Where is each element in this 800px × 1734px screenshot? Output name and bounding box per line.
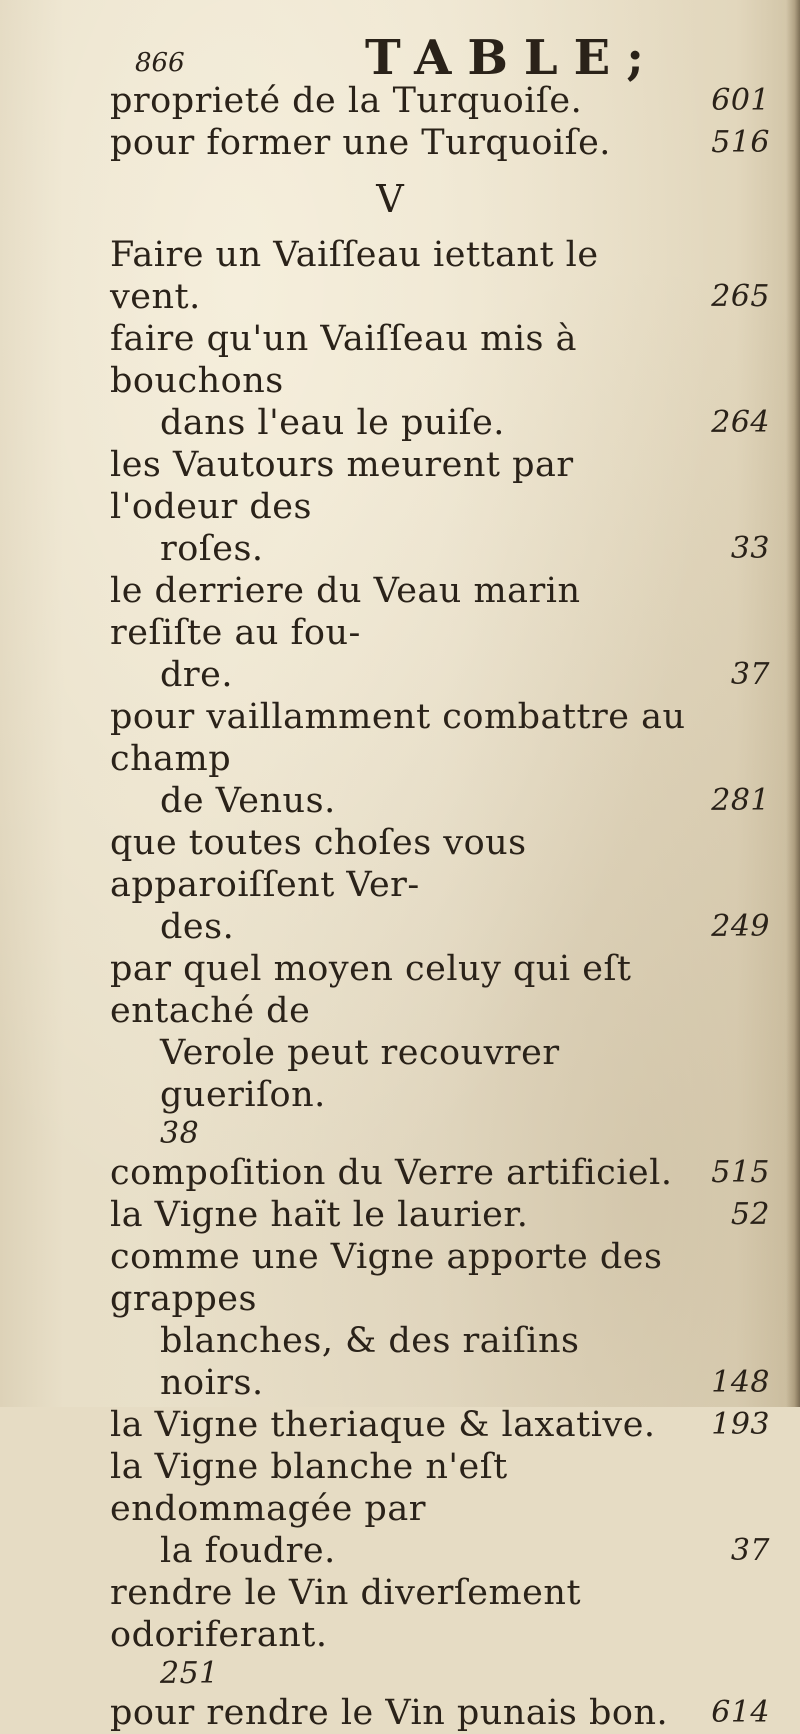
entry-text-continued: la foudre.	[160, 1531, 336, 1571]
index-entry	[110, 234, 770, 318]
entry-page: 37	[730, 1533, 770, 1568]
index-entry	[110, 122, 770, 164]
entry-page: 148	[711, 1365, 770, 1400]
entry-page: 601	[711, 83, 770, 118]
entry-text: que toutes choſes vous apparoiſſent Ver-	[110, 823, 527, 905]
entry-page: 193	[711, 1407, 770, 1442]
entry-page: 33	[730, 531, 770, 566]
index-entry	[110, 1194, 770, 1236]
entry-page: 251	[160, 1656, 219, 1691]
page-edge-shadow	[786, 0, 800, 1407]
entry-page: 614	[711, 1695, 770, 1730]
index-entry	[110, 1692, 770, 1734]
entry-text: faire qu'un Vaiſſeau mis à bouchons	[110, 319, 577, 401]
page-number: 866	[135, 48, 185, 78]
entry-text: par quel moyen celuy qui eſt entaché de	[110, 949, 632, 1031]
entry-text: compoſition du Verre artificiel.	[110, 1153, 673, 1193]
entry-text-continued: roſes.	[160, 529, 264, 569]
entry-page: 38	[160, 1116, 200, 1151]
entry-text-continued: de Venus.	[160, 781, 336, 821]
index-entry	[110, 318, 770, 444]
entry-page: 37	[730, 657, 770, 692]
section-letter: V	[376, 177, 404, 221]
entry-page: 249	[711, 909, 770, 944]
entry-page: 516	[711, 125, 770, 160]
index-entry	[110, 696, 770, 822]
entry-text: rendre le Vin diverſement odoriferant.	[110, 1573, 582, 1655]
entry-page: 52	[730, 1197, 770, 1232]
entry-text: la Vigne haït le laurier.	[110, 1195, 529, 1235]
entry-page: 281	[711, 783, 770, 818]
entry-text: la Vigne blanche n'eſt endommagée par	[110, 1447, 508, 1529]
entry-text-continued: Verole peut recouvrer gueriſon.	[160, 1033, 560, 1115]
index-entry	[110, 1404, 770, 1446]
entry-text: pour rendre le Vin punais bon.	[110, 1693, 669, 1733]
index-entry	[110, 570, 770, 696]
index-entry	[110, 822, 770, 948]
index-entry	[110, 1446, 770, 1572]
entry-text: pour vaillamment combattre au champ	[110, 697, 686, 779]
index-entry	[110, 1572, 770, 1692]
index-entries	[110, 80, 770, 1734]
entry-text: les Vautours meurent par l'odeur des	[110, 445, 574, 527]
entry-page: 264	[711, 405, 770, 440]
entry-text: Faire un Vaiſſeau iettant le vent.	[110, 235, 599, 317]
entry-text: comme une Vigne apporte des grappes	[110, 1237, 663, 1319]
index-entry	[110, 444, 770, 570]
entry-text: le derriere du Veau marin reſiſte au fou-	[110, 571, 581, 653]
index-entry	[110, 80, 770, 122]
entry-page: 515	[711, 1155, 770, 1190]
index-entry	[110, 1152, 770, 1194]
running-head: TABLE;	[365, 30, 660, 86]
entry-text-continued: dans l'eau le puiſe.	[160, 403, 505, 443]
entry-text-continued: dre.	[160, 655, 233, 695]
entry-page: 265	[711, 279, 770, 314]
entry-text-continued: des.	[160, 907, 235, 947]
entry-text: la Vigne theriaque & laxative.	[110, 1405, 656, 1445]
entry-text-continued: blanches, & des raiſins noirs.	[160, 1321, 580, 1403]
entry-text: proprieté de la Turquoiſe.	[110, 81, 583, 121]
index-entry	[110, 1236, 770, 1404]
index-entry	[110, 948, 770, 1152]
entry-text: pour former une Turquoiſe.	[110, 123, 611, 163]
